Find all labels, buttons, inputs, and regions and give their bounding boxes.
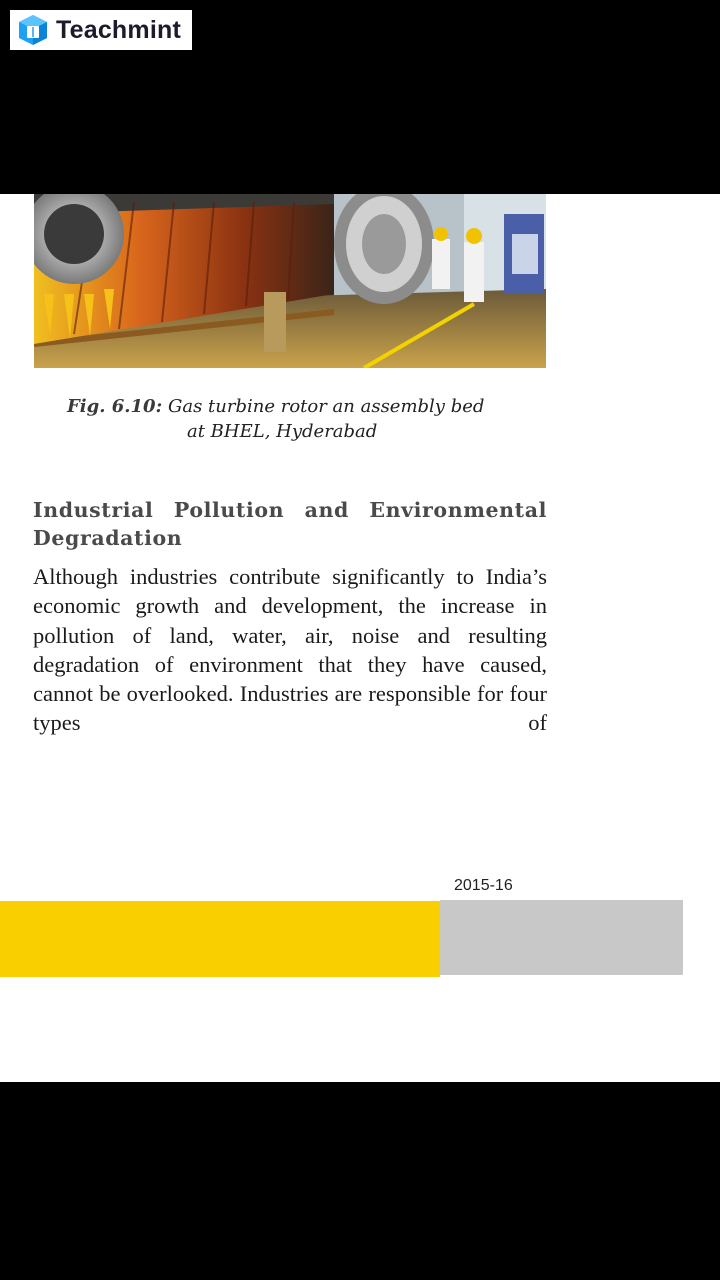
gas-turbine-rotor-photo [34,194,546,368]
body-paragraph: Although industries contribute significantly to India’s economic growth and development, the increase in pollution of land, water, air, noise and resulting degradation of environment that they have caused, cannot be overlooked. Industries are responsible for four types of [33,564,547,736]
figure-label: Fig. 6.10: [67,396,163,417]
year-label: 2015-16 [454,877,513,894]
teachmint-cube-icon [16,13,50,47]
brand-name: Teachmint [56,15,181,44]
brand-badge [10,10,192,50]
footer-bar-gray [440,900,683,975]
figure-caption [34,394,546,444]
caption-line-1: Gas turbine rotor an assembly bed [167,396,485,417]
textbook-page [0,194,720,1082]
caption-line-2: at BHEL, Hyderabad [187,421,378,442]
footer-bar-yellow [0,901,440,977]
section-heading: Industrial Pollution and Environmental Degradation [33,498,547,550]
